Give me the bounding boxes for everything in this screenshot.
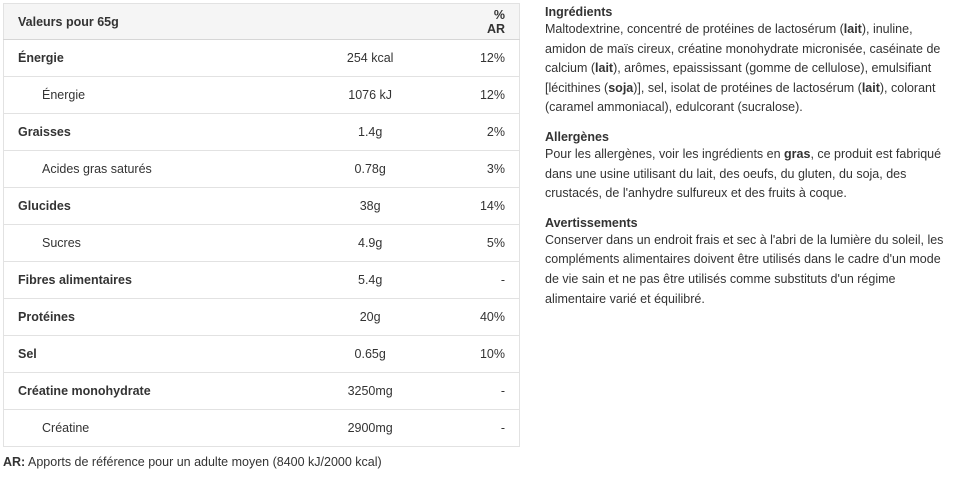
nutrient-name: Énergie	[4, 40, 261, 77]
footnote	[3, 455, 382, 469]
allergen-highlight: lait	[595, 61, 614, 76]
text-segment: )], sel, isolat de protéines de lactosérum (	[633, 80, 862, 95]
table-row	[4, 225, 520, 262]
header-ar: % AR	[480, 4, 520, 40]
nutrient-value: 3250mg	[260, 373, 480, 410]
nutrient-ar: -	[480, 410, 520, 447]
table-row	[4, 151, 520, 188]
text-segment: , ce produit est fabriqué dans une usine utilisant du lait, des oeufs, du gluten, du soja, des crustacés, de l'anhydre sulfureux et des fruits à coque.	[545, 146, 942, 201]
allergens-text	[545, 145, 955, 204]
nutrient-name: Créatine	[4, 410, 261, 447]
text-segment: ), inuline, amidon de maïs cireux, créatine monohydrate micronisée, caséinate de calcium (	[545, 22, 941, 76]
header-serving-label: Valeurs pour 65g	[4, 4, 261, 40]
table-row	[4, 114, 520, 151]
nutrient-value: 1.4g	[260, 114, 480, 151]
nutrient-name: Protéines	[4, 299, 261, 336]
warnings-text: Conserver dans un endroit frais et sec à l'abri de la lumière du soleil, les compléments alimentaires doivent être utilisés dans le cadre d'un mode de vie sain et ne pas être utilisés comme substituts d'un régime alimentaire varié et équilibré.	[545, 232, 944, 306]
allergen-highlight: lait	[843, 22, 862, 36]
allergens-section	[545, 129, 955, 204]
nutrient-name: Acides gras saturés	[4, 151, 261, 188]
table-row	[4, 188, 520, 225]
footnote-text: Apports de référence pour un adulte moyen (8400 kJ/2000 kcal)	[25, 455, 382, 469]
warnings-section	[545, 215, 955, 309]
nutrient-name: Fibres alimentaires	[4, 262, 261, 299]
table-row	[4, 373, 520, 410]
nutrient-value: 254 kcal	[260, 40, 480, 77]
header-value	[260, 4, 480, 40]
table-row	[4, 299, 520, 336]
allergens-title: Allergènes	[545, 129, 609, 144]
nutrient-ar: 12%	[480, 40, 520, 77]
table-row	[4, 262, 520, 299]
product-info	[545, 4, 955, 320]
nutrition-rows	[4, 40, 520, 447]
nutrient-name: Sucres	[4, 225, 261, 262]
ingredients-text	[545, 20, 955, 118]
table-row	[4, 336, 520, 373]
nutrient-value: 2900mg	[260, 410, 480, 447]
table-row	[4, 40, 520, 77]
warnings-title: Avertissements	[545, 215, 638, 230]
nutrient-value: 0.65g	[260, 336, 480, 373]
nutrient-ar: 3%	[480, 151, 520, 188]
text-segment: ), colorant (caramel ammoniacal), edulcorant (sucralose).	[545, 80, 936, 115]
ingredients-section	[545, 4, 955, 118]
text-segment: Maltodextrine, concentré de protéines de lactosérum (	[545, 22, 844, 36]
nutrient-name: Graisses	[4, 114, 261, 151]
nutrient-ar: 40%	[480, 299, 520, 336]
ingredients-title: Ingrédients	[545, 5, 613, 19]
nutrient-value: 5.4g	[260, 262, 480, 299]
table-row	[4, 77, 520, 114]
nutrient-ar: 2%	[480, 114, 520, 151]
allergen-highlight: lait	[861, 80, 880, 95]
footnote-label: AR:	[3, 455, 26, 469]
table-row	[4, 410, 520, 447]
text-segment: Pour les allergènes, voir les ingrédients en	[545, 146, 785, 161]
allergen-highlight: gras	[784, 146, 811, 161]
nutrient-name: Créatine monohydrate	[4, 373, 261, 410]
nutrient-value: 1076 kJ	[260, 77, 480, 114]
nutrient-ar: 12%	[480, 77, 520, 114]
nutrient-name: Énergie	[4, 77, 261, 114]
text-segment: ), arômes, epaississant (gomme de cellulose), emulsifiant [lécithines (	[545, 61, 932, 95]
nutrient-value: 4.9g	[260, 225, 480, 262]
allergen-highlight: soja	[608, 80, 634, 95]
nutrient-ar: 10%	[480, 336, 520, 373]
nutrition-table	[3, 3, 520, 447]
nutrient-value: 38g	[260, 188, 480, 225]
nutrient-ar: 5%	[480, 225, 520, 262]
nutrient-ar: -	[480, 262, 520, 299]
nutrient-value: 20g	[260, 299, 480, 336]
nutrient-ar: 14%	[480, 188, 520, 225]
nutrient-name: Sel	[4, 336, 261, 373]
nutrient-name: Glucides	[4, 188, 261, 225]
nutrient-ar: -	[480, 373, 520, 410]
nutrient-value: 0.78g	[260, 151, 480, 188]
table-header-row	[4, 4, 520, 40]
